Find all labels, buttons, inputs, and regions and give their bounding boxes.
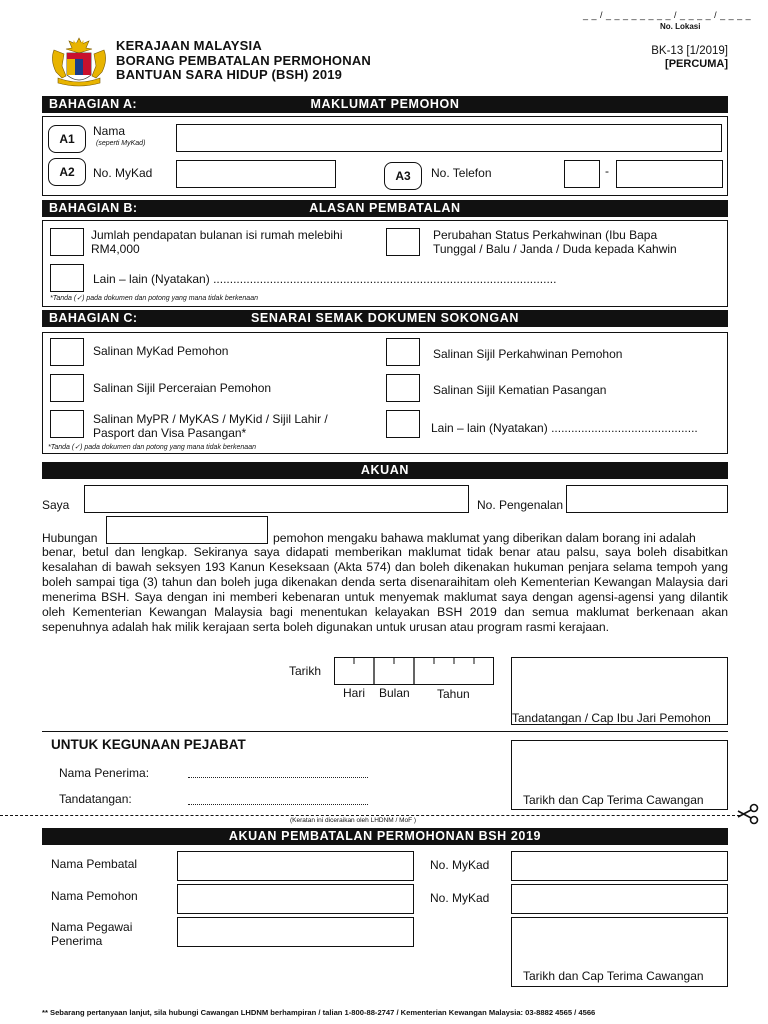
officer-label-line2: Penerima [51,934,103,948]
footer-note: ** Sebarang pertanyaan lanjut, sila hubungi Cawangan LHDNM berhampiran / talian 1-800-88-2747 / Kementerian Kewangan Malaysia: 03-8882 4565 / 4566 [42,1008,596,1017]
doc-other-checkbox[interactable] [386,410,420,438]
declaration-body: benar, betul dan lengkap. Sekiranya saya didapati memberikan maklumat tidak benar atau palsu, saya boleh disabitkan kesalahan di bawah seksyen 193 Kanun Keseksaan (Akta 574) dan boleh dikenakan hukuman penjara selama tempoh yang boleh sampai tiga (3) tahun dan boleh juga dikenakan denda serta disenaraihitam oleh Kementerian Kewangan Malaysia dari menerima BSH. Saya dengan ini memberi kebenaran untuk menyemak maklumat saya dengan agensi-agensi yang dilantik oleh Kementerian Kewangan Malaysia bagi menentukan kelayakan BSH 2019 dan semua maklumat berkenaan akan sepenuhnya adalah hak milik kerajaan serta boleh digunakan untuk urusan atau program rasmi kerajaan. [42,545,728,634]
office-receipt-label: Tarikh dan Cap Terima Cawangan [523,793,704,807]
declaration-header [42,462,728,479]
cut-line [0,815,740,816]
a3-badge: A3 [384,162,422,190]
date-boxes[interactable] [334,657,494,685]
applicant-name-input[interactable] [177,884,414,914]
office-signature-line[interactable] [188,804,368,805]
receiver-line[interactable] [188,777,368,778]
a2-badge: A2 [48,158,86,186]
phone-number-input[interactable] [616,160,723,188]
officer-name-input[interactable] [177,917,414,947]
doc-death-checkbox[interactable] [386,374,420,402]
section-b-header [42,200,728,217]
cut-note: (Keratan ini diceraikan oleh LHDNM / MoF ) [290,817,417,824]
phone-dash: - [605,164,609,178]
doc-divorce-checkbox[interactable] [50,374,84,402]
canceller-mykad-input[interactable] [511,851,728,881]
doc-spouse-id-line1: Salinan MyPR / MyKAS / MyKid / Sijil Lahir / [93,412,328,426]
month-label: Bulan [379,686,410,700]
declaration-line1: pemohon mengaku bahawa maklumat yang diberikan dalam borang ini adalah [273,531,696,545]
doc-mykad-label: Salinan MyKad Pemohon [93,344,229,358]
phone-prefix-input[interactable] [564,160,600,188]
cancellation-header [42,828,728,845]
section-b-label: BAHAGIAN B: [49,201,138,215]
name-hint: (seperti MyKad) [96,140,146,147]
location-code-blank: _ _ / _ _ _ _ _ _ _ _ / _ _ _ _ / _ _ _ _ [583,10,752,20]
location-label: No. Lokasi [660,22,701,31]
section-c-title: SENARAI SEMAK DOKUMEN SOKONGAN [250,311,519,325]
reason-income-checkbox[interactable] [50,228,84,256]
doc-spouse-id-line2: Pasport dan Visa Pasangan* [93,426,247,440]
mykad-input[interactable] [176,160,336,188]
doc-other-label: Lain – lain (Nyatakan) ............................................ [431,421,698,435]
office-signature-label: Tandatangan: [59,792,132,806]
section-c-label: BAHAGIAN C: [49,311,138,325]
section-c-header [42,310,728,327]
receiver-label: Nama Penerima: [59,766,150,780]
section-a-header [42,96,728,113]
date-label: Tarikh [289,664,322,678]
office-title: UNTUK KEGUNAAN PEJABAT [51,737,246,752]
section-b-note: *Tanda (✓) pada dokumen dan potong yang mana tidak berkenaan [50,295,258,302]
title-line1: KERAJAAN MALAYSIA [116,38,262,53]
hubungan-label: Hubungan [42,531,98,545]
applicant-signature-label: Tandatangan / Cap Ibu Jari Pemohon [512,711,711,725]
reason-marital-checkbox[interactable] [386,228,420,256]
declarant-name-input[interactable] [84,485,469,513]
doc-spouse-id-checkbox[interactable] [50,410,84,438]
reason-marital-line2: Tunggal / Balu / Janda / Duda kepada Kahwin [433,242,677,256]
section-a-title: MAKLUMAT PEMOHON [310,97,460,111]
form-code: BK-13 [1/2019] [651,45,728,57]
name-input[interactable] [176,124,722,152]
doc-marriage-checkbox[interactable] [386,338,420,366]
a1-badge: A1 [48,125,86,153]
doc-death-label: Salinan Sijil Kematian Pasangan [433,383,607,397]
applicant-label: Nama Pemohon [51,889,138,903]
office-divider [42,731,728,732]
section-c-note: *Tanda (✓) pada dokumen dan potong yang mana tidak berkenaan [48,444,256,451]
title-line2: BORANG PEMBATALAN PERMOHONAN [116,53,371,68]
canceller-name-input[interactable] [177,851,414,881]
relationship-input[interactable] [106,516,268,544]
reason-income-line2: RM4,000 [91,242,140,256]
year-label: Tahun [437,687,470,701]
day-label: Hari [343,686,366,700]
name-label: Nama [93,124,126,138]
reason-income-line1: Jumlah pendapatan bulanan isi rumah melebihi [91,228,343,242]
title-line3: BANTUAN SARA HIDUP (BSH) 2019 [116,67,343,82]
section-b-title: ALASAN PEMBATALAN [309,201,461,215]
cancellation-receipt-label: Tarikh dan Cap Terima Cawangan [523,969,704,983]
declaration-title: AKUAN [360,463,410,477]
phone-label: No. Telefon [431,166,492,180]
declarant-id-input[interactable] [566,485,728,513]
saya-label: Saya [42,498,70,512]
doc-marriage-label: Salinan Sijil Perkahwinan Pemohon [433,347,623,361]
canceller-mykad-label: No. MyKad [430,858,490,872]
reason-marital-line1: Perubahan Status Perkahwinan (Ibu Bapa [433,228,658,242]
reason-other-checkbox[interactable] [50,264,84,292]
free-label: [PERCUMA] [665,58,728,70]
section-a-label: BAHAGIAN A: [49,97,137,111]
doc-divorce-label: Salinan Sijil Perceraian Pemohon [93,381,272,395]
doc-mykad-checkbox[interactable] [50,338,84,366]
applicant-mykad-label: No. MyKad [430,891,490,905]
officer-label-line1: Nama Pegawai [51,920,133,934]
reason-other-label: Lain – lain (Nyatakan) ....................................................................................................... [93,272,557,286]
scissors-icon [736,801,762,827]
mykad-label: No. MyKad [93,166,153,180]
malaysia-coat-of-arms-icon [48,36,110,88]
cancellation-title: AKUAN PEMBATALAN PERMOHONAN BSH 2019 [228,829,542,843]
canceller-label: Nama Pembatal [51,857,138,871]
id-label: No. Pengenalan [477,498,564,512]
applicant-mykad-input[interactable] [511,884,728,914]
